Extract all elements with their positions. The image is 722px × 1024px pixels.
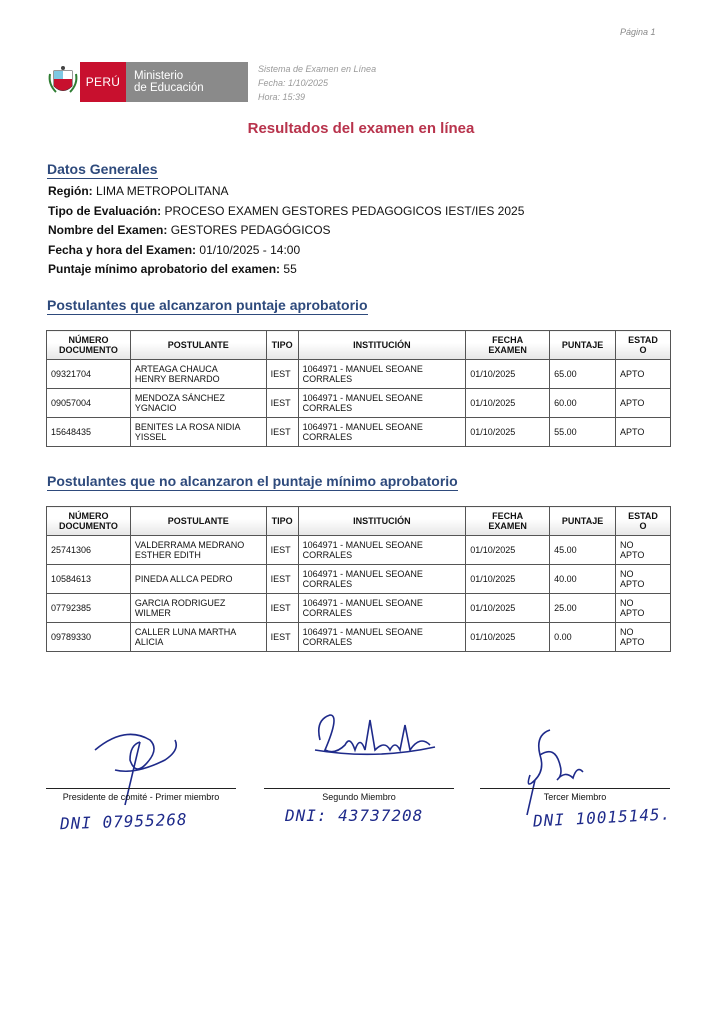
approved-table [46,330,671,447]
col-institucion: INSTITUCIÓN [298,331,466,360]
general-data-heading: Datos Generales [47,161,158,177]
not-approved-heading: Postulantes que no alcanzaron el puntaje mínimo aprobatorio [47,473,458,489]
table-cell: 01/10/2025 [466,536,550,565]
table-cell: NO APTO [616,594,671,623]
table-cell: NO APTO [616,536,671,565]
table-cell: 65.00 [550,360,616,389]
signature-role-3: Tercer Miembro [480,788,670,802]
table-cell: 40.00 [550,565,616,594]
table-cell: 25.00 [550,594,616,623]
table-cell: ARTEAGA CHAUCA HENRY BERNARDO [130,360,266,389]
col-document: NÚMERO DOCUMENTO [47,331,131,360]
page-title: Resultados del examen en línea [247,120,475,137]
col-fecha: FECHA EXAMEN [466,507,550,536]
field-min-score: Puntaje mínimo aprobatorio del examen: 55 [48,262,297,276]
table-cell: BENITES LA ROSA NIDIA YISSEL [130,418,266,447]
table-cell: APTO [616,418,671,447]
signature-dni-1: DNI 07955268 [59,809,188,834]
col-estado: ESTAD O [616,331,671,360]
signature-2-icon [305,705,445,775]
system-time: Hora: 15:39 [258,92,306,102]
signature-3-icon [505,720,595,820]
col-puntaje: PUNTAJE [550,331,616,360]
table-cell: 15648435 [47,418,131,447]
table-row [47,623,671,652]
col-puntaje: PUNTAJE [550,507,616,536]
col-tipo: TIPO [266,331,298,360]
table-cell: CALLER LUNA MARTHA ALICIA [130,623,266,652]
table-cell: 09789330 [47,623,131,652]
signature-role-1: Presidente de comité - Primer miembro [46,788,236,802]
table-row [47,536,671,565]
table-cell: 45.00 [550,536,616,565]
table-cell: MENDOZA SÁNCHEZ YGNACIO [130,389,266,418]
table-row [47,565,671,594]
field-region: Región: LIMA METROPOLITANA [48,184,229,198]
table-cell: 1064971 - MANUEL SEOANE CORRALES [298,536,466,565]
coat-of-arms-icon [46,62,80,102]
table-cell: 60.00 [550,389,616,418]
signature-role-2: Segundo Miembro [264,788,454,802]
table-cell: APTO [616,360,671,389]
page-number: Página 1 [620,27,656,37]
signature-block-1 [46,788,236,802]
table-cell: 09321704 [47,360,131,389]
table-cell: 01/10/2025 [466,360,550,389]
signature-dni-2: DNI: 43737208 [285,806,424,825]
table-row [47,360,671,389]
table-cell: IEST [266,360,298,389]
table-header [47,331,671,360]
table-cell: PINEDA ALLCA PEDRO [130,565,266,594]
table-cell: IEST [266,623,298,652]
table-cell: APTO [616,389,671,418]
field-evaluation-type: Tipo de Evaluación: PROCESO EXAMEN GESTORES PEDAGOGICOS IEST/IES 2025 [48,203,525,218]
table-cell: 01/10/2025 [466,594,550,623]
table-cell: 07792385 [47,594,131,623]
table-cell: 1064971 - MANUEL SEOANE CORRALES [298,623,466,652]
table-cell: 0.00 [550,623,616,652]
table-cell: NO APTO [616,565,671,594]
table-cell: 09057004 [47,389,131,418]
table-row [47,389,671,418]
table-cell: 01/10/2025 [466,565,550,594]
signature-block-2 [264,788,454,802]
table-row [47,418,671,447]
ministry-logo [46,62,248,102]
table-cell: 01/10/2025 [466,623,550,652]
col-estado: ESTAD O [616,507,671,536]
table-cell: IEST [266,536,298,565]
signature-dni-3: DNI 10015145. [532,804,672,831]
logo-ministry: Ministerio de Educación [126,62,248,102]
table-cell: IEST [266,418,298,447]
table-cell: VALDERRAMA MEDRANO ESTHER EDITH [130,536,266,565]
table-cell: IEST [266,565,298,594]
table-cell: 10584613 [47,565,131,594]
table-header [47,507,671,536]
signature-block-3 [480,788,670,802]
field-exam-datetime: Fecha y hora del Examen: 01/10/2025 - 14:00 [48,242,301,257]
field-exam-name: Nombre del Examen: GESTORES PEDAGÓGICOS [48,223,331,237]
table-cell: IEST [266,594,298,623]
system-date: Fecha: 1/10/2025 [258,78,329,88]
not-approved-table [46,506,671,652]
table-cell: GARCIA RODRIGUEZ WILMER [130,594,266,623]
table-cell: 55.00 [550,418,616,447]
col-fecha: FECHA EXAMEN [466,331,550,360]
table-cell: 1064971 - MANUEL SEOANE CORRALES [298,594,466,623]
system-info [258,62,376,104]
table-cell: 1064971 - MANUEL SEOANE CORRALES [298,565,466,594]
table-cell: NO APTO [616,623,671,652]
col-postulante: POSTULANTE [130,507,266,536]
logo-country: PERÚ [80,62,126,102]
system-name: Sistema de Examen en Línea [258,64,377,74]
col-document: NÚMERO DOCUMENTO [47,507,131,536]
table-cell: 01/10/2025 [466,418,550,447]
general-data [48,182,524,280]
table-cell: 25741306 [47,536,131,565]
table-cell: IEST [266,389,298,418]
col-tipo: TIPO [266,507,298,536]
approved-heading: Postulantes que alcanzaron puntaje aprobatorio [47,297,368,313]
col-postulante: POSTULANTE [130,331,266,360]
table-cell: 1064971 - MANUEL SEOANE CORRALES [298,389,466,418]
col-institucion: INSTITUCIÓN [298,507,466,536]
table-row [47,594,671,623]
table-cell: 01/10/2025 [466,389,550,418]
table-cell: 1064971 - MANUEL SEOANE CORRALES [298,360,466,389]
table-cell: 1064971 - MANUEL SEOANE CORRALES [298,418,466,447]
